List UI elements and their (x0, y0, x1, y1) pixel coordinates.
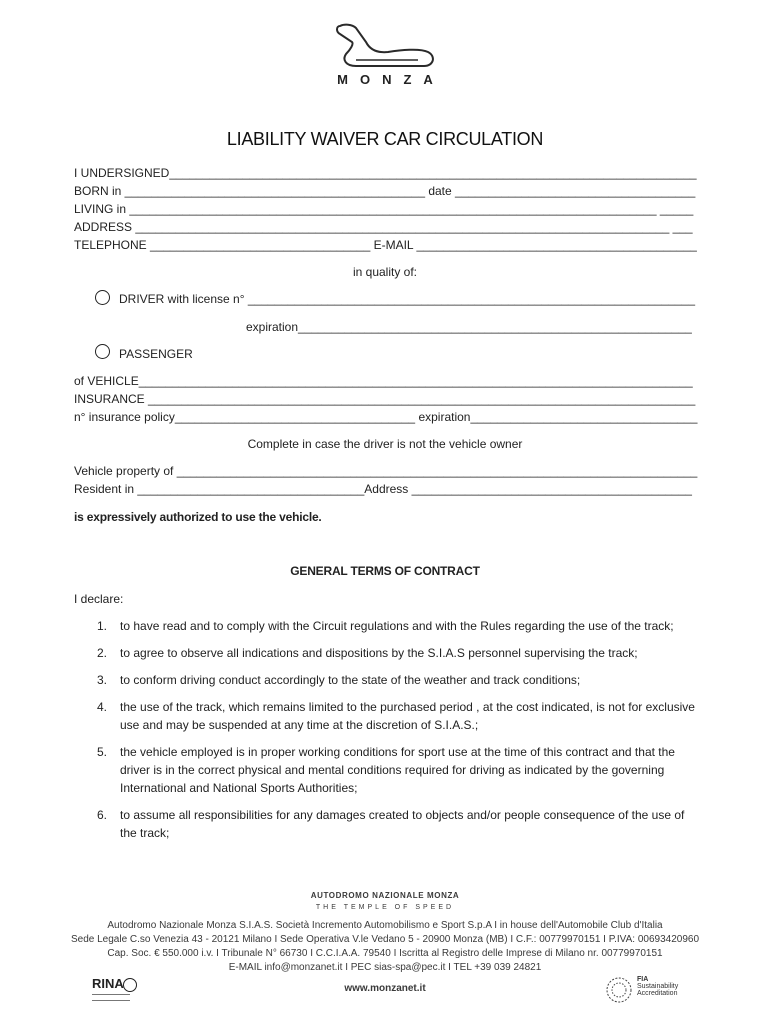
footer-line: Sede Legale C.so Venezia 43 - 20121 Milano I Sede Operativa V.le Vedano 5 - 20900 Monza (MB) I C.F.: 00779970151 I P.IVA: 00693420960 (70, 934, 700, 945)
terms-item (74, 698, 698, 734)
authorization-statement: is expressively authorized to use the vehicle. (74, 510, 322, 524)
fia-sustainability: Sustainability (637, 983, 679, 990)
terms-item (74, 743, 698, 797)
rina-certification-logo (88, 972, 158, 1012)
terms-item (74, 806, 698, 842)
item-number: 2. (97, 646, 108, 660)
passenger-radio[interactable] (95, 344, 110, 359)
globe-icon (605, 976, 633, 1004)
footer-line: Cap. Soc. € 550.000 i.v. I Tribunale N° 66730 I C.C.I.A.A. 79540 I Iscritta al Registro delle Imprese di Milano nr. 00779970151 (107, 948, 663, 959)
item-number: 5. (97, 745, 108, 759)
item-text: to conform driving conduct accordingly to the state of the weather and track conditions; (120, 673, 581, 687)
vehicle-field[interactable]: of VEHICLE___________________________________________________________________________________ (74, 374, 693, 388)
rina-text: RINA (92, 976, 124, 991)
license-expiration-field[interactable]: expiration___________________________________________________________ (246, 320, 692, 334)
rina-stripes (92, 994, 130, 1001)
fia-accreditation-logo (605, 976, 685, 1006)
monza-logo (0, 20, 770, 87)
item-number: 4. (97, 700, 108, 714)
living-field[interactable]: LIVING in _______________________________________________________________________________ _____ (74, 202, 694, 216)
footer-email-line[interactable]: E-MAIL info@monzanet.it I PEC sias-spa@pec.it I TEL +39 039 24821 (228, 962, 542, 973)
telephone-email-field[interactable]: TELEPHONE _________________________________ E-MAIL __________________________________________ (74, 238, 697, 252)
item-number: 6. (97, 808, 108, 822)
footer-company-name: AUTODROMO NAZIONALE MONZA (310, 891, 460, 900)
item-text: the vehicle employed is in proper working conditions for sport use at the time of this contract and that the driver is in the correct physical and mental conditions required for driving as indicated by the governing International and National Sports Authorities; (120, 745, 675, 795)
vehicle-owner-field[interactable]: Vehicle property of ______________________________________________________________________________ (74, 464, 698, 478)
terms-item (74, 671, 698, 689)
driver-radio[interactable] (95, 290, 110, 305)
owner-resident-field[interactable]: Resident in __________________________________Address __________________________________________ (74, 482, 692, 496)
terms-item (74, 644, 698, 662)
address-field[interactable]: ADDRESS ________________________________________________________________________________ ___ (74, 220, 693, 234)
certification-seal-icon (123, 978, 137, 992)
fia-label: FIA (637, 976, 649, 983)
born-field[interactable]: BORN in _____________________________________________ date ____________________________________ (74, 184, 696, 198)
passenger-label: PASSENGER (119, 347, 193, 361)
item-text: to assume all responsibilities for any damages created to objects and/or people consequence of the use of the track; (120, 808, 685, 840)
terms-list (74, 617, 698, 851)
item-number: 1. (97, 619, 108, 633)
insurance-policy-field[interactable]: n° insurance policy____________________________________ expiration__________________________________ (74, 410, 698, 424)
item-text: the use of the track, which remains limited to the purchased period , at the cost indicated, is not for exclusive use and may be suspended at any time at the discretion of S.I.A.S.; (120, 700, 695, 732)
circuit-outline-icon (330, 20, 440, 70)
insurance-field[interactable]: INSURANCE __________________________________________________________________________________ (74, 392, 696, 406)
brand-text: MONZA (337, 72, 445, 87)
fia-text (637, 976, 678, 997)
in-quality-label: in quality of: (352, 265, 418, 279)
fia-accreditation: Accreditation (637, 990, 678, 997)
footer-website-link[interactable]: www.monzanet.it (344, 983, 426, 994)
form-title: LIABILITY WAIVER CAR CIRCULATION (226, 129, 544, 149)
item-number: 3. (97, 673, 108, 687)
declare-label: I declare: (74, 592, 124, 606)
owner-note: Complete in case the driver is not the vehicle owner (247, 437, 523, 451)
driver-license-field[interactable]: DRIVER with license n° ___________________________________________________________________ (119, 292, 695, 306)
terms-item (74, 617, 698, 635)
footer-tagline: THE TEMPLE OF SPEED (315, 904, 455, 911)
terms-heading: GENERAL TERMS OF CONTRACT (290, 564, 480, 578)
item-text: to have read and to comply with the Circuit regulations and with the Rules regarding the use of the track; (120, 619, 674, 633)
footer-line: Autodromo Nazionale Monza S.I.A.S. Società Incremento Automobilismo e Sport S.p.A I in house dell'Automobile Club d'Italia (107, 920, 663, 931)
item-text: to agree to observe all indications and dispositions by the S.I.A.S personnel supervising the track; (120, 646, 638, 660)
undersigned-field[interactable]: I UNDERSIGNED_______________________________________________________________________________ (74, 166, 697, 180)
